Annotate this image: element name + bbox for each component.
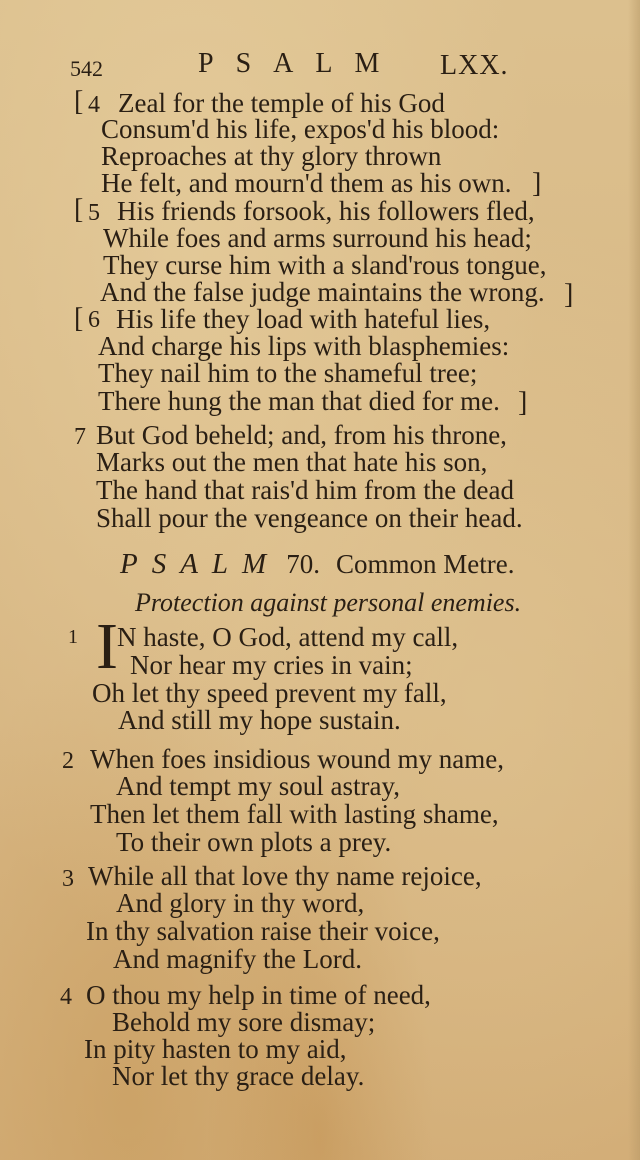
psalm-heading — [120, 548, 514, 581]
open-bracket: [ — [74, 86, 84, 117]
verse-line: In thy salvation raise their voice, — [86, 916, 440, 946]
verse-number: 7 — [74, 424, 86, 450]
verse-line: Behold my sore dismay; — [112, 1007, 376, 1037]
page-edge — [628, 0, 640, 1160]
verse-line: Marks out the men that hate his son, — [96, 447, 488, 477]
open-bracket: [ — [74, 194, 84, 225]
verse-line: There hung the man that died for me. — [98, 386, 500, 416]
close-bracket: ] — [518, 387, 528, 418]
verse-line: Reproaches at thy glory thrown — [101, 141, 442, 171]
running-numeral: LXX. — [440, 50, 509, 81]
verse-line: And magnify the Lord. — [113, 944, 362, 974]
verse-line: O thou my help in time of need, — [86, 980, 431, 1010]
verse-line: His life they load with hateful lies, — [116, 304, 491, 334]
close-bracket: ] — [564, 279, 574, 310]
verse-line: Nor let thy grace delay. — [112, 1061, 365, 1091]
verse-line: And the false judge maintains the wrong. — [100, 277, 545, 307]
verse-line: Zeal for the temple of his God — [118, 88, 445, 118]
psalm-subtitle: Protection against personal enemies. — [135, 588, 522, 617]
verse-line: N haste, O God, attend my call, — [117, 622, 459, 652]
verse-number: 2 — [62, 748, 74, 774]
verse-number: 3 — [62, 866, 74, 892]
verse-line: Then let them fall with lasting shame, — [90, 799, 499, 829]
verse-line: They curse him with a sland'rous tongue, — [103, 250, 547, 280]
verse-line: And charge his lips with blasphemies: — [98, 331, 510, 361]
verse-number: 4 — [88, 92, 100, 118]
page-number: 542 — [70, 56, 103, 81]
psalm-number: 70. — [286, 549, 320, 579]
verse-number: 5 — [88, 200, 100, 226]
verse-line: To their own plots a prey. — [116, 827, 392, 857]
verse-number: 4 — [60, 984, 72, 1010]
verse-line: While all that love thy name rejoice, — [88, 861, 482, 891]
drop-cap: I — [96, 610, 118, 683]
verse-line: He felt, and mourn'd them as his own. — [101, 168, 512, 198]
close-bracket: ] — [532, 168, 542, 199]
verse-line: His friends forsook, his followers fled, — [117, 196, 535, 226]
verse-line: While foes and arms surround his head; — [103, 223, 532, 253]
verse-number: 1 — [68, 626, 78, 648]
verse-line: When foes insidious wound my name, — [90, 744, 504, 774]
verse-line: But God beheld; and, from his throne, — [96, 420, 507, 450]
open-bracket: [ — [74, 303, 84, 334]
psalm-metre: Common Metre. — [335, 549, 515, 579]
verse-line: Oh let thy speed prevent my fall, — [92, 678, 447, 708]
verse-number: 6 — [88, 307, 100, 333]
verse-line: Nor hear my cries in vain; — [130, 650, 413, 680]
verse-line: Consum'd his life, expos'd his blood: — [101, 114, 500, 144]
page-header — [70, 48, 530, 88]
verse-line: They nail him to the shameful tree; — [98, 358, 478, 388]
verse-line: And glory in thy word, — [116, 888, 365, 918]
verse-line: In pity hasten to my aid, — [84, 1034, 347, 1064]
psalm-title: PSALM — [120, 548, 281, 580]
verse-line: And tempt my soul astray, — [116, 771, 400, 801]
running-title: PSALM — [198, 48, 402, 79]
verse-line: And still my hope sustain. — [118, 705, 401, 735]
verse-line: The hand that rais'd him from the dead — [96, 475, 514, 505]
verse-line: Shall pour the vengeance on their head. — [96, 503, 523, 533]
